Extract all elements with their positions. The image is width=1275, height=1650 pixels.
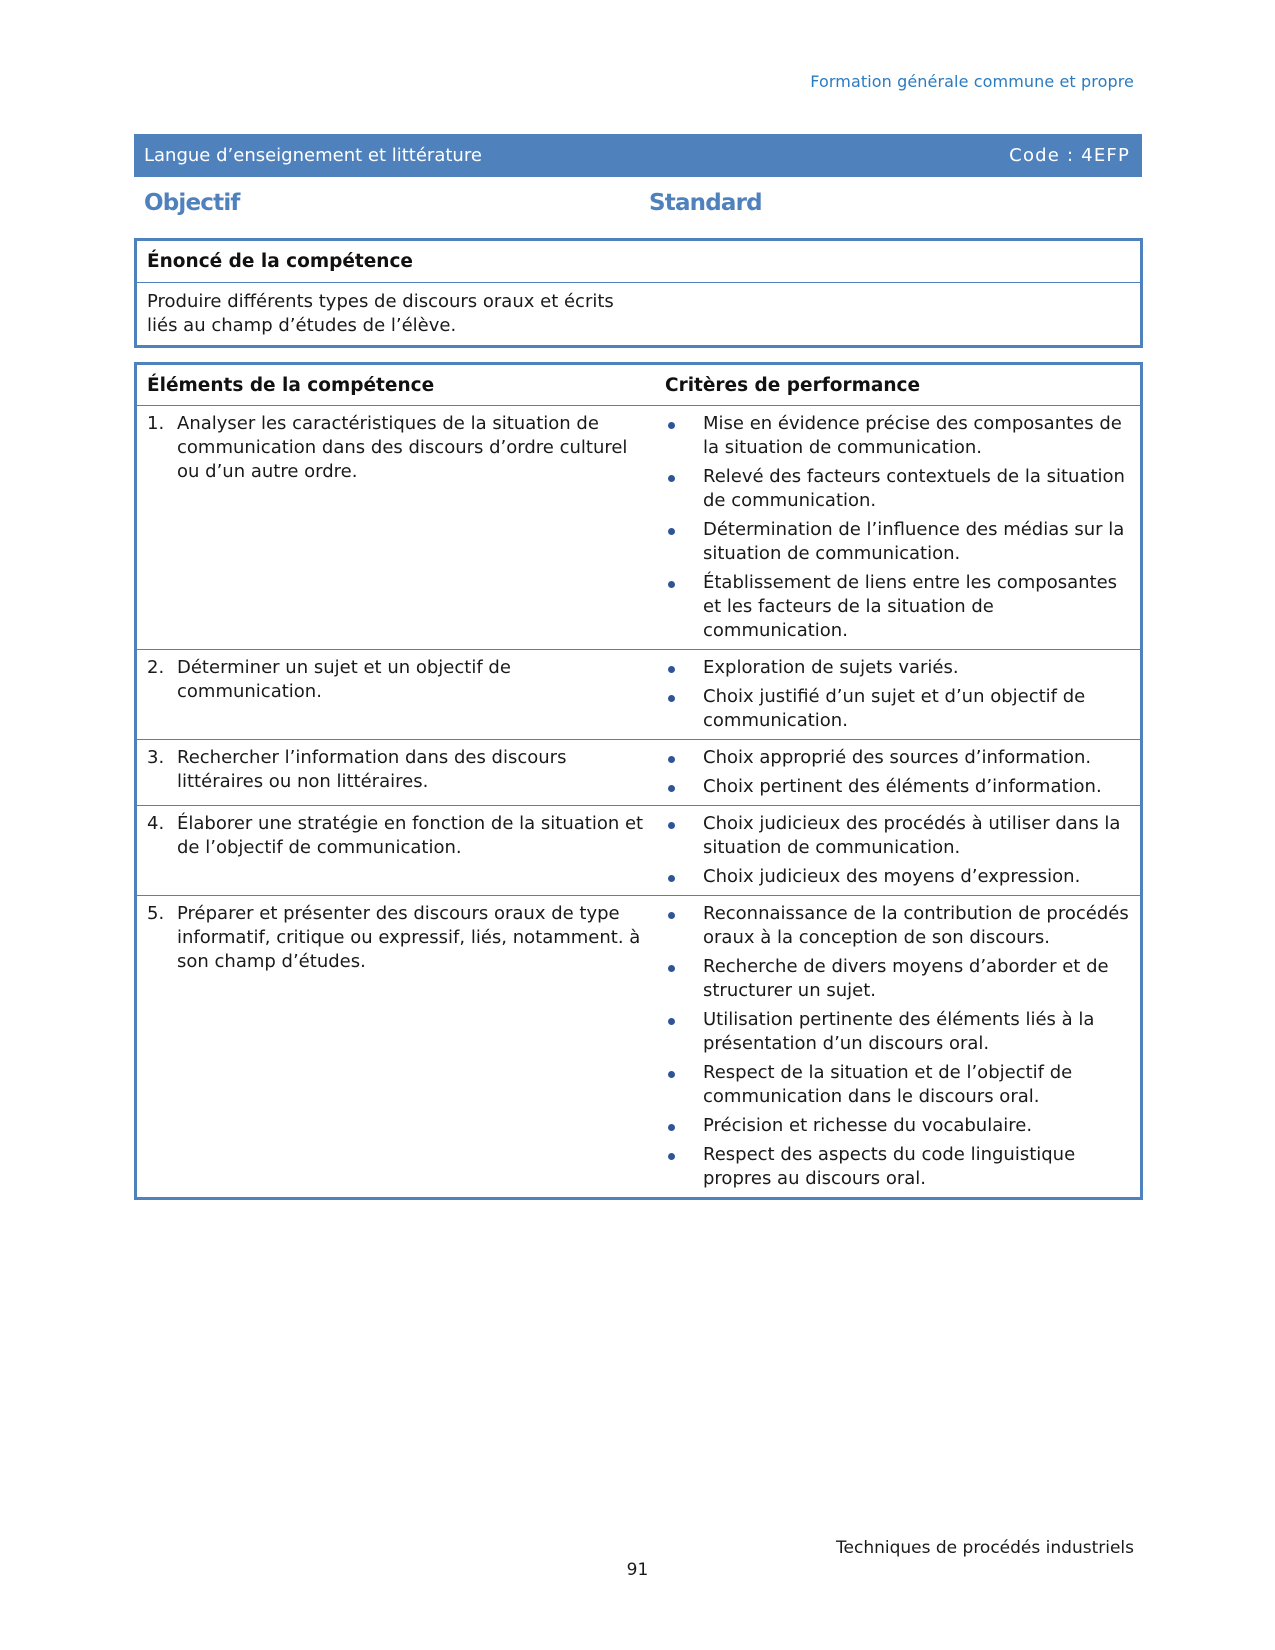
competency-statement-text: Produire différents types de discours oraux et écrits liés au champ d’études de l’élève.	[147, 290, 614, 336]
criteria-cell	[655, 406, 1142, 650]
element-number: 4.	[147, 813, 165, 834]
criteria-item	[663, 902, 1130, 950]
element-item	[147, 412, 647, 484]
section-titles	[144, 190, 1144, 222]
bullet-icon	[663, 412, 703, 460]
element-text: Rechercher l’information dans des discours littéraires ou non littéraires.	[177, 747, 567, 792]
table-row	[136, 806, 1142, 896]
criteria-text: Relevé des facteurs contextuels de la situation de communication.	[703, 466, 1125, 511]
criteria-text: Mise en évidence précise des composantes de la situation de communication.	[703, 413, 1122, 458]
element-text: Déterminer un sujet et un objectif de communication.	[177, 657, 511, 702]
element-cell	[136, 406, 656, 650]
bullet-icon	[663, 955, 703, 1003]
bullet-icon	[663, 685, 703, 733]
element-item	[147, 656, 647, 704]
criteria-item	[663, 518, 1130, 566]
criteria-text: Choix judicieux des moyens d’expression.	[703, 866, 1081, 887]
objective-title: Objectif	[144, 190, 240, 216]
standard-title: Standard	[649, 190, 762, 216]
criteria-text: Utilisation pertinente des éléments liés à la présentation d’un discours oral.	[703, 1009, 1095, 1054]
bullet-icon	[663, 1143, 703, 1191]
bullet-icon	[663, 746, 703, 770]
element-text: Analyser les caractéristiques de la situation de communication dans des discours d’ordre culturel ou d’un autre ordre.	[177, 413, 628, 482]
criteria-item	[663, 775, 1130, 799]
element-number: 1.	[147, 413, 165, 434]
criteria-cell	[655, 896, 1142, 1199]
criteria-text: Choix judicieux des procédés à utiliser dans la situation de communication.	[703, 813, 1121, 858]
bullet-icon	[663, 1114, 703, 1138]
criteria-cell	[655, 806, 1142, 896]
criteria-item	[663, 865, 1130, 889]
table-row	[136, 650, 1142, 740]
criteria-item	[663, 812, 1130, 860]
element-cell	[136, 896, 656, 1199]
course-code: Code : 4EFP	[1009, 145, 1130, 166]
element-text: Élaborer une stratégie en fonction de la situation et de l’objectif de communication.	[177, 813, 644, 858]
competency-statement-heading: Énoncé de la compétence	[136, 240, 1142, 283]
criteria-item	[663, 746, 1130, 770]
elements-header: Éléments de la compétence	[136, 364, 656, 406]
bullet-icon	[663, 1061, 703, 1109]
criteria-item	[663, 465, 1130, 513]
table-row	[136, 740, 1142, 806]
criteria-text: Exploration de sujets variés.	[703, 657, 959, 678]
criteria-item	[663, 1143, 1130, 1191]
running-header: Formation générale commune et propre	[810, 72, 1134, 91]
element-number: 5.	[147, 903, 165, 924]
criteria-text: Recherche de divers moyens d’aborder et de structurer un sujet.	[703, 956, 1109, 1001]
bullet-icon	[663, 518, 703, 566]
criteria-cell	[655, 740, 1142, 806]
criteria-list	[663, 412, 1130, 643]
competency-statement-table	[134, 238, 1143, 348]
subject-banner	[134, 134, 1142, 177]
bullet-icon	[663, 812, 703, 860]
table-row	[136, 406, 1142, 650]
competency-elements-table	[134, 362, 1143, 1200]
element-item	[147, 746, 647, 794]
criteria-text: Choix justifié d’un sujet et d’un objectif de communication.	[703, 686, 1086, 731]
criteria-list	[663, 902, 1130, 1191]
bullet-icon	[663, 1008, 703, 1056]
element-text: Préparer et présenter des discours oraux de type informatif, critique ou expressif, liés, notamment. à son champ d’études.	[177, 903, 641, 972]
criteria-text: Reconnaissance de la contribution de procédés oraux à la conception de son discours.	[703, 903, 1129, 948]
criteria-item	[663, 955, 1130, 1003]
element-cell	[136, 650, 656, 740]
element-cell	[136, 740, 656, 806]
bullet-icon	[663, 571, 703, 643]
criteria-list	[663, 746, 1130, 799]
element-number: 3.	[147, 747, 165, 768]
criteria-item	[663, 412, 1130, 460]
competency-statement-empty-cell	[637, 282, 1142, 346]
criteria-text: Établissement de liens entre les composantes et les facteurs de la situation de communication.	[703, 572, 1118, 641]
criteria-item	[663, 1008, 1130, 1056]
criteria-list	[663, 656, 1130, 733]
bullet-icon	[663, 656, 703, 680]
criteria-item	[663, 571, 1130, 643]
bullet-icon	[663, 902, 703, 950]
criteria-text: Précision et richesse du vocabulaire.	[703, 1115, 1033, 1136]
bullet-icon	[663, 465, 703, 513]
criteria-text: Respect de la situation et de l’objectif de communication dans le discours oral.	[703, 1062, 1073, 1107]
subject-title: Langue d’enseignement et littérature	[144, 145, 482, 166]
element-cell	[136, 806, 656, 896]
element-item	[147, 902, 647, 974]
criteria-cell	[655, 650, 1142, 740]
criteria-text: Respect des aspects du code linguistique propres au discours oral.	[703, 1144, 1076, 1189]
criteria-text: Détermination de l’influence des médias sur la situation de communication.	[703, 519, 1125, 564]
element-item	[147, 812, 647, 860]
elements-table-body	[136, 406, 1142, 1199]
criteria-text: Choix pertinent des éléments d’information.	[703, 776, 1102, 797]
page-number: 91	[626, 1560, 649, 1580]
bullet-icon	[663, 775, 703, 799]
criteria-item	[663, 1114, 1130, 1138]
criteria-item	[663, 656, 1130, 680]
footer-program-title: Techniques de procédés industriels	[836, 1538, 1134, 1558]
criteria-header: Critères de performance	[655, 364, 1142, 406]
bullet-icon	[663, 865, 703, 889]
table-row	[136, 896, 1142, 1199]
criteria-list	[663, 812, 1130, 889]
criteria-text: Choix approprié des sources d’information.	[703, 747, 1092, 768]
criteria-item	[663, 1061, 1130, 1109]
element-number: 2.	[147, 657, 165, 678]
criteria-item	[663, 685, 1130, 733]
